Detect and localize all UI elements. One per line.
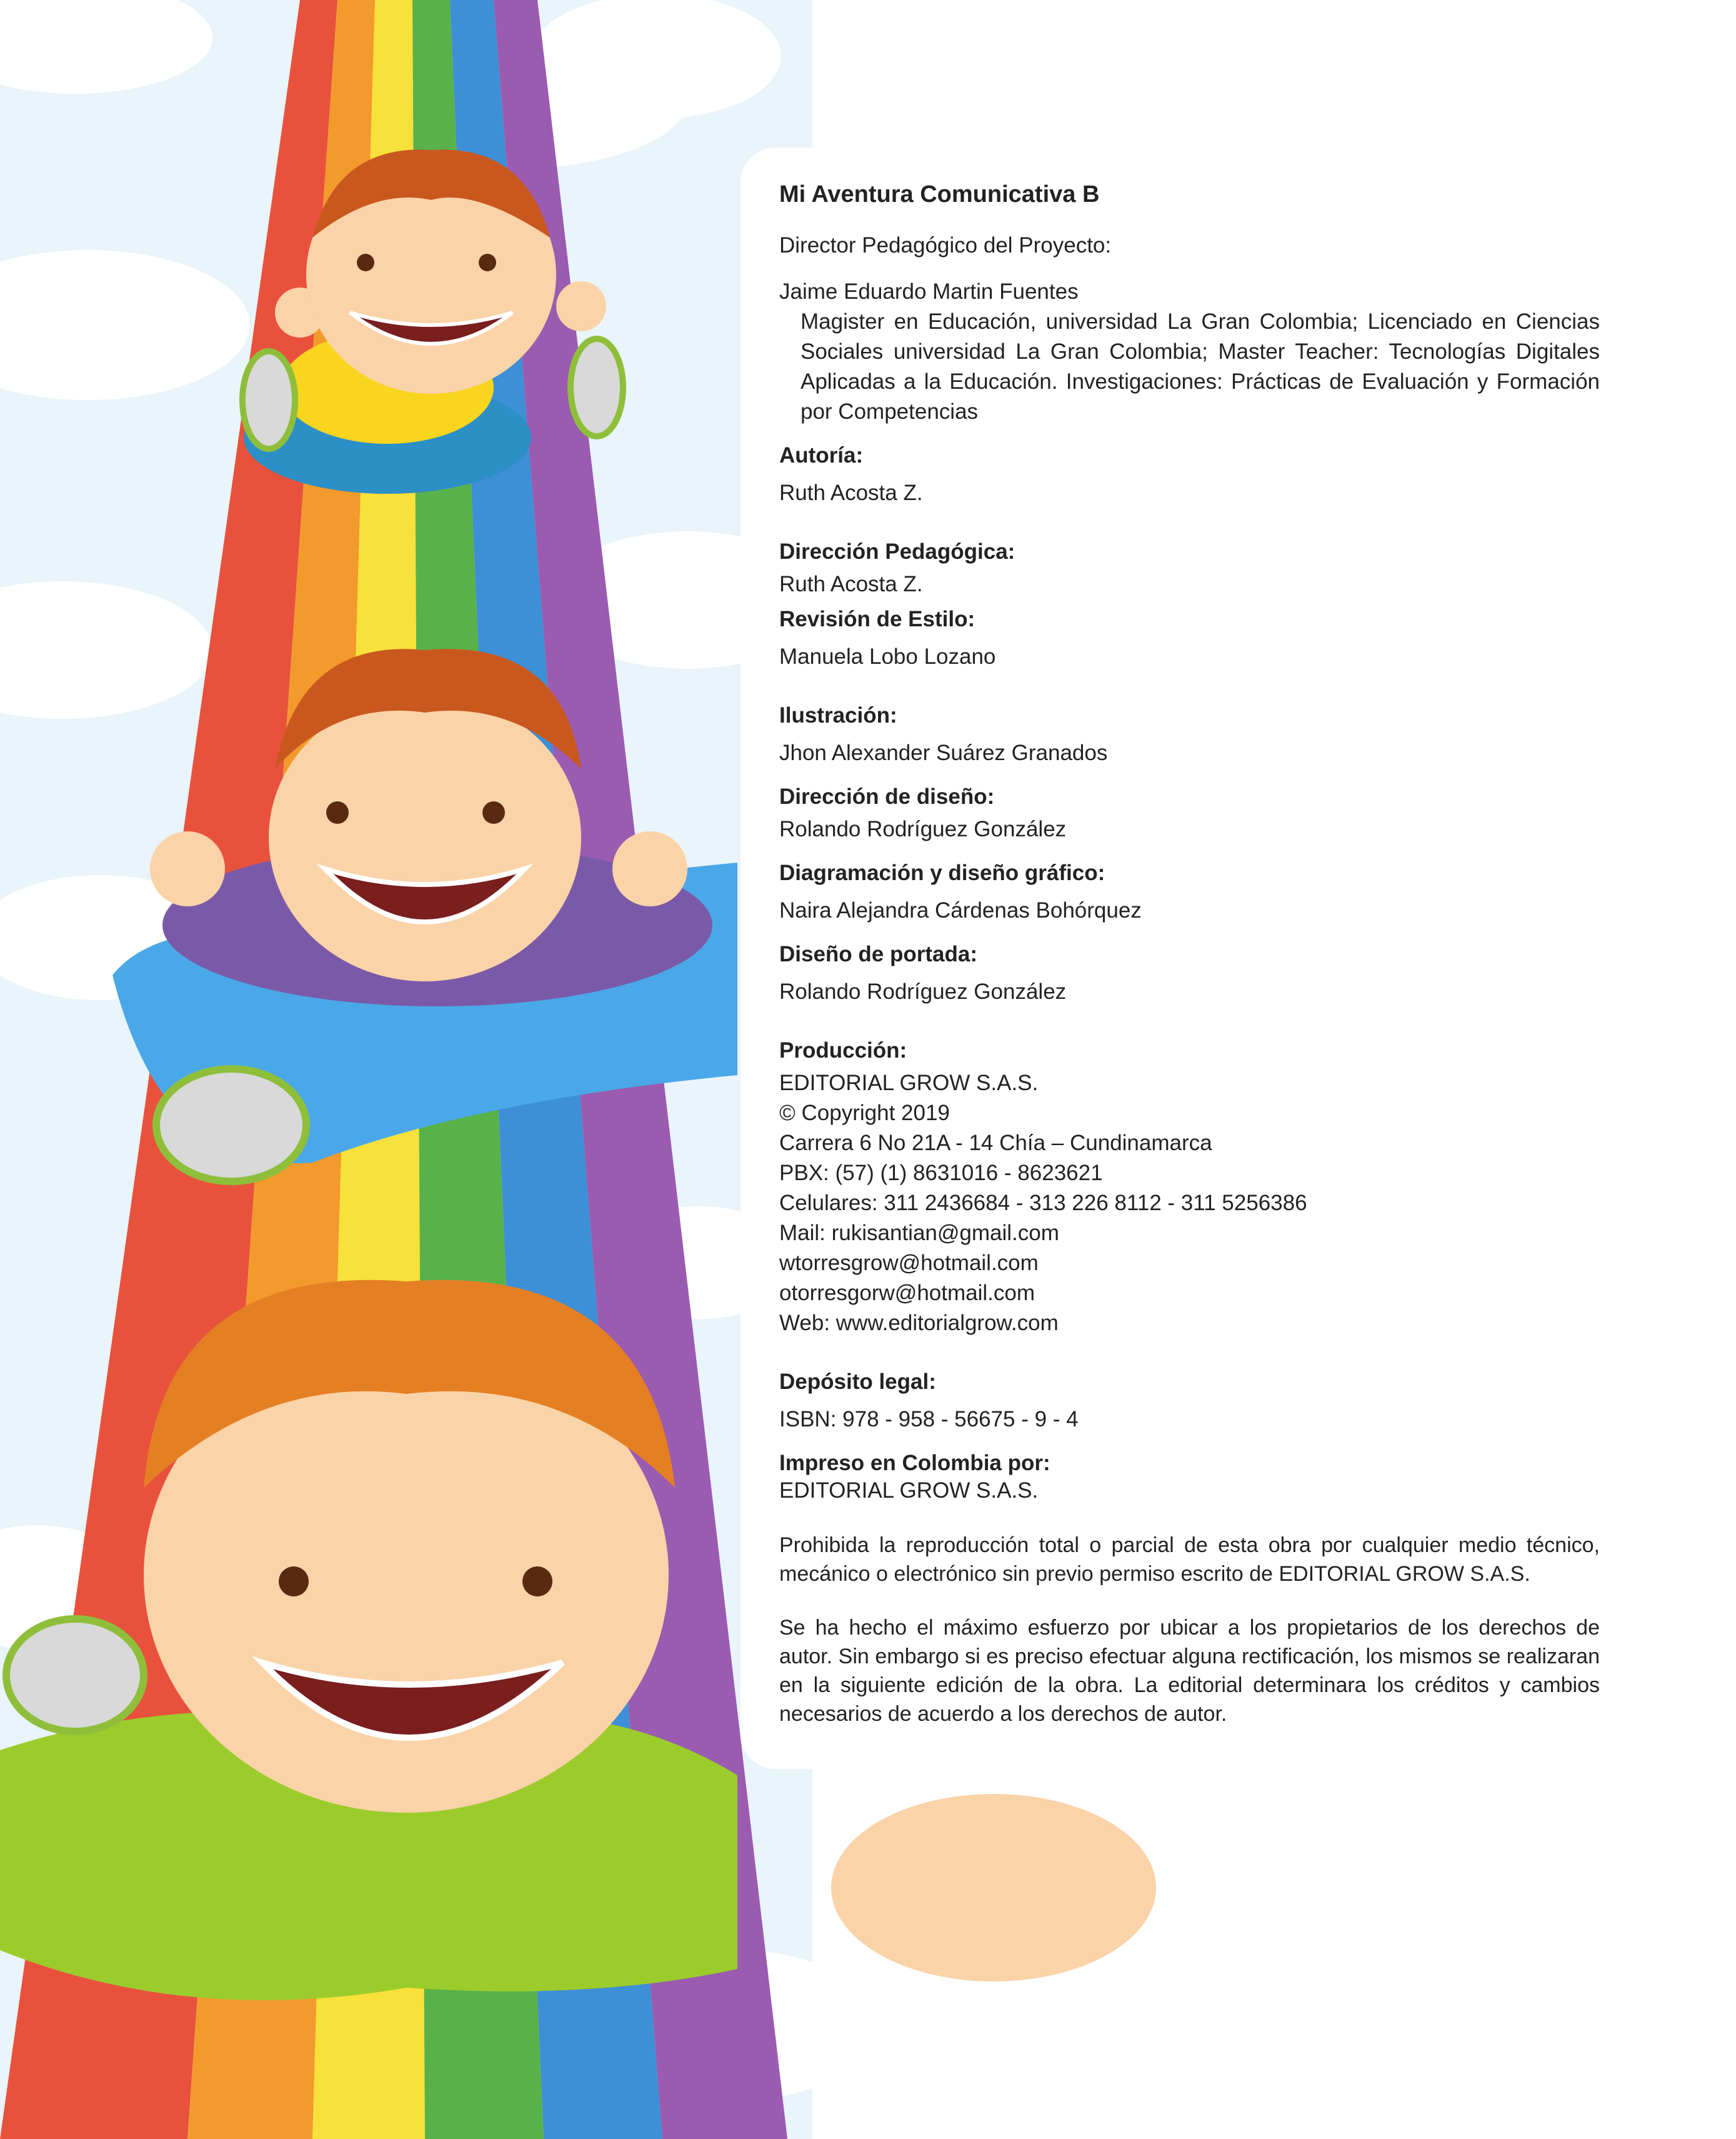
deposito-heading: Depósito legal: — [779, 1370, 936, 1394]
book-title: Mi Aventura Comunicativa B — [779, 181, 1100, 208]
celulares-line: Celulares: 311 2436684 - 313 226 8112 - 311 5256386 — [779, 1191, 1307, 1215]
director-credentials: Magister en Educación, universidad La Gran Colombia; Licenciado en Ciencias Sociales universidad La Gran Colombia; Master Teacher: Tecnologías Digitales Aplicadas a la Educación. Investigaciones: Prácticas de Evaluación y Formación por Competencias — [801, 309, 1600, 424]
direccion-pedagogica-heading: Dirección Pedagógica: — [779, 539, 1015, 564]
isbn-value: ISBN: 978 - 958 - 56675 - 9 - 4 — [779, 1407, 1079, 1431]
ilustracion-section — [779, 703, 1600, 768]
credits-panel — [741, 148, 1736, 1769]
director-name: Jaime Eduardo Martin Fuentes — [779, 279, 1079, 304]
legal-notice-1: Prohibida la reproducción total o parcial de esta obra por cualquier medio técnico, mecánico o electrónico sin previo permiso escrito de EDITORIAL GROW S.A.S. — [779, 1533, 1600, 1586]
produccion-line: EDITORIAL GROW S.A.S. — [779, 1071, 1039, 1095]
direccion-pedagogica-section — [779, 539, 1600, 599]
deposito-section — [779, 1370, 1600, 1435]
diagramacion-value: Naira Alejandra Cárdenas Bohórquez — [779, 898, 1142, 923]
revision-estilo-heading: Revisión de Estilo: — [779, 607, 975, 631]
email-line-2: wtorresgrow@hotmail.com — [779, 1251, 1039, 1275]
pbx-line: PBX: (57) (1) 8631016 - 8623621 — [779, 1161, 1103, 1185]
autoria-heading: Autoría: — [779, 443, 864, 468]
director-heading: Director Pedagógico del Proyecto: — [779, 233, 1112, 258]
autoria-section — [779, 443, 1600, 508]
direccion-diseno-section — [779, 784, 1600, 844]
diseno-portada-heading: Diseño de portada: — [779, 942, 977, 966]
direccion-diseno-heading: Dirección de diseño: — [779, 784, 995, 809]
mail-line: Mail: rukisantian@gmail.com — [779, 1221, 1059, 1245]
produccion-heading: Producción: — [779, 1038, 907, 1063]
impreso-heading: Impreso en Colombia por: — [779, 1451, 1050, 1475]
diagramacion-heading: Diagramación y diseño gráfico: — [779, 861, 1105, 885]
address-line: Carrera 6 No 21A - 14 Chía – Cundinamarca — [779, 1131, 1212, 1155]
diseno-portada-value: Rolando Rodríguez González — [779, 979, 1067, 1004]
produccion-section — [779, 1038, 1600, 1338]
copyright-line: © Copyright 2019 — [779, 1101, 950, 1125]
email-line-3: otorresgorw@hotmail.com — [779, 1281, 1035, 1305]
ilustracion-value: Jhon Alexander Suárez Granados — [779, 741, 1108, 765]
revision-estilo-section — [779, 607, 1600, 672]
web-line: Web: www.editorialgrow.com — [779, 1311, 1059, 1335]
revision-estilo-value: Manuela Lobo Lozano — [779, 644, 996, 669]
impreso-section — [779, 1451, 1600, 1506]
direccion-pedagogica-value: Ruth Acosta Z. — [779, 572, 923, 596]
legal-notice-2: Se ha hecho el máximo esfuerzo por ubicar a los propietarios de los derechos de autor. Sin embargo si es preciso efectuar alguna rectificación, los mismos se realizaran en la siguiente edición de la obra. La editorial determinara los créditos y cambios necesarios de acuerdo a los derechos de autor. — [779, 1616, 1600, 1726]
direccion-diseno-value: Rolando Rodríguez González — [779, 817, 1067, 841]
ilustracion-heading: Ilustración: — [779, 703, 897, 728]
impreso-value: EDITORIAL GROW S.A.S. — [779, 1478, 1039, 1503]
diseno-portada-section — [779, 942, 1600, 1007]
diagramacion-section — [779, 861, 1600, 926]
autoria-value: Ruth Acosta Z. — [779, 481, 923, 505]
director-section — [779, 233, 1600, 427]
